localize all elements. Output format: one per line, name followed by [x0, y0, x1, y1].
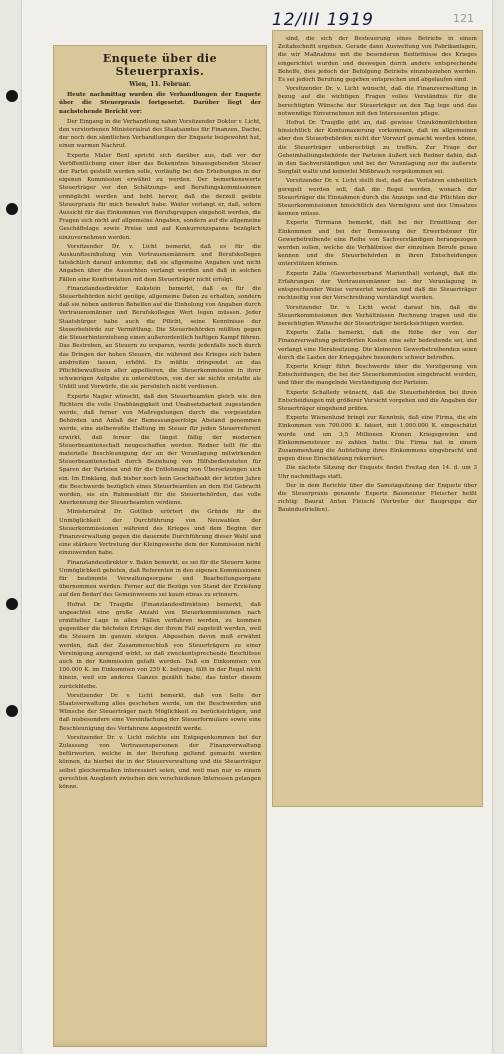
- right-column-body: [278, 35, 477, 515]
- article-title: Enquete über die Steuerpraxis.: [102, 52, 218, 78]
- punch-hole-4: [6, 705, 18, 717]
- article-intro: Heute nachmittag wurden die Verhandlungen der Enquete über die Steuerpraxis fortgesetzt. Darüber liegt der nachstehende Bericht vor:: [59, 92, 261, 115]
- article-paragraph: Hofrat Dr. Traujdle gibt an, daß gewisse Unzukömmlichkeiten hinsichtlich der Kontumazierung vorkommen, daß im allgemeinen aber den Steuerbehörden nicht der Vorwurf gemacht werden könne, die Steuerträger unberechtigt zu treffen. Zur Frage der Geheimhaltungsbehörde der Parteien äußert sich Redner dahin, daß in den Sachverständigen und bei der Veranlagung nur die äußerste Sorgfalt walte und keinerlei Mißbrauch vorgekommen sei.: [278, 120, 477, 176]
- article-paragraph: Vorsitzender Dr. v. Licht stellt fest, daß das Verfahren einheitlich geregelt werden soll, daß die Regel werden, wonach der Steuerträger die Einnahmen durch die Anzeige und die Pflichten der Steuerkommissionen hinsichtlich des Vermögens und des Umsatzes kennen müsse.: [278, 178, 477, 218]
- punch-hole-2: [6, 203, 18, 215]
- article-paragraph: Vorsitzender Dr. v. Licht bemerkt, daß von Seite der Staatsverwaltung alles geschehen werde, um die Beschwerden und Wünsche der Steuerträger nach Möglichkeit zu berücksichtigen, und daß insbesondere eine Vereinfachung der Steuerformulare sowie eine Beschleunigung des Verfahrens angestrebt werde.: [59, 692, 261, 732]
- left-column-body: [59, 118, 261, 791]
- clipping-left-column: [53, 45, 267, 1047]
- article-paragraph: Die nächste Sitzung der Enquete findet Freitag den 14. d. um 3 Uhr nachmittags statt.: [278, 465, 477, 480]
- article-paragraph: Vorsitzender Dr. v. Licht bemerkt, daß es für die Auskunftseinholung von Vertrauensmännern und Berufskollegen tatsächlich darauf ankomme, daß sie allgemeine Angaben und nicht Angaben über die Aussichten verlangt werden und daß in solchen Fällen eine Konfrontation mit dem Steuerträger nicht erfolgt.: [59, 243, 261, 283]
- article-paragraph: Der Eingang in die Verhandlung nahm Vorsitzender Doktor v. Licht, den verstorbenen Ministerialrat des Staatsamtes für Finanzen, Dacho, der noch den sämtlichen Verhandlungen der Enquete beigewohnt hat, einen warmen Nachruf.: [59, 118, 261, 150]
- article-paragraph: Experte Maler Benl spricht sich darüber aus, daß vor der Veröffentlichung einer über das Bekenntnis hinausgehenden Steuer der Partei gestellt werden solle, vorläufig bei den Erhebungen in der eigenen Kommission erwähnt zu werden. Der bemerkenswerte Steuerträger vor den Schätzungs- und Berufungskommissionen ermöglicht werden und hebt hervor, daß die derzeit geübte Steuerpraxis für mich bewahrt habe. Weiter verlangt er, daß, sofern Aussicht für das Einkommen von Berufsgruppen eingeholt werden, die Fragen sich nicht auf allgemeine Angaben, sondern auf die allgemeine Geschäftslage sowie Preise und auf Konkurrenzspanne bezüglich einzuvernehmen werden.: [59, 152, 261, 241]
- article-paragraph: Experte Tirrmann bemerkt, daß bei der Ermittlung der Einkommen und bei der Bemessung der Erwerbsteuer für Gewerbetreibende eine Reihe von Sachverständigen herangezogen werden sollen, welche die Verhältnisse der einzelnen Berufe genau kennen und die Steuerbehörden in ihren Entscheidungen unterstützen können.: [278, 220, 477, 268]
- article-paragraph: Vorsitzender Dr. v. Licht weist darauf hin, daß die Steuerkommissionen den Verhältnissen Rechnung tragen und die berechtigten Wünsche der Steuerträger berücksichtigen werden.: [278, 304, 477, 327]
- article-paragraph: Finanzlandesdirektor Kokstein bemerkt, daß es für die Steuerbehörden nicht genüge, allgemeine Daten zu erhalten, sondern daß sie neben anderen Behelfen auf die Einholung von Angaben durch Vertrauensmänner und Berufskollegen Wert legen müssen. Jeder Staatsbürger habe auch die Pflicht, seine Kenntnisse der Steuerbehörde zur Vermittlung. Die Steuerbehörden müßten gegen die Steuerhinterziehung einen außerordentlich heftigen Kampf führen. Das Bestreben, an Steuern zu ersparen, werde jedenfalls noch durch das Dringen der hohen Steuern, die während des Krieges sich haben ansbreiten lassen, erhöht. Es müßte dringendst an das Pflichtbewußtsein aller appellieren, die Steuerkommission in ihrer schwierigen Aufgabe zu unterstützen, von der sie nichts erstatte als Unbill und Vorwürfe, die sie persönlich nicht verdienen.: [59, 285, 261, 391]
- article-paragraph: Vorsitzender Dr. v. Licht wünscht, daß die Finanzverwaltung in bezug auf die wichtigen Fragen volles Verständnis für die berechtigten Wünsche der Steuerträger an den Tag lege und das notwendige Einvernehmen mit den Interessenten pflege.: [278, 86, 477, 117]
- article-paragraph: Finanzlandesdirektor v. Bakin bemerkt, es sei für die Steuern keine Unmöglichkeit geboten, daß Referenten in den eigenen Kommissionen für bestimmte Verwaltungsorgane und Bearbeitungsorgane übernommen werden. Ferner auf die Bezüge von Stand der Erzielung auf den Bedarf des Gemeinwesens sei kaum etwas zu erinnern.: [59, 559, 261, 599]
- article-paragraph: Ministerialrat Dr. Gottlieb erörtert die Gründe für die Unmöglichkeit der Durchführung von Neuwahlen der Steuerkommissionen während des Krieges und dem Beginn der Finanzverwaltung gegen die dauernde Durchführung dieser Wahl und eine stärkere Vertretung der Kleingewerbe dem der Kommission nicht einzuwenden habe.: [59, 509, 261, 557]
- punch-hole-3: [6, 598, 18, 610]
- pencil-page-number: 121: [453, 12, 474, 25]
- article-paragraph: Experte Schalledy wünscht, daß die Steuerbehörden bei ihren Entscheidungen mit größerer Vorsicht vorgehen und die Angaben der Steuerträger eingehend prüfen.: [278, 389, 477, 412]
- article-paragraph: Experte Zalla bemerkt, daß die Höhe der von der Finanzverwaltung geforderten Kosten eine sehr bedeutende sei, und verlangt eine Herabsetzung. Die kleineren Gewerbetreibenden seien durch die Lasten der Kriegsjahre besonders schwer betroffen.: [278, 330, 477, 361]
- article-paragraph: Experte Zalla (Gewerbeverband Marienthal) verlangt, daß die Erfahrungen der Vertrauensmänner bei der Veranlagung in entsprechender Weise verwertet werden und daß die Steuerträger rechtzeitig von der Vorschreibung verständigt werden.: [278, 270, 477, 302]
- article-paragraph: sind, die sich der Besteuerung eines Betriebs in einem Zeitabschnitt ergeben. Gerade dann Ausweitung von Fabrikanlagen, die wir Maßnahme mit die besonderen Bedürfnisse des Krieges eingerichtet wurden und deswegen durch andere entsprechende Behelfe, dies jedoch der Befolgung Betriebs einzubeziehen werden. Es sei jedoch Berufung gegeben entsprechen und abgelaufen sind.: [278, 36, 477, 84]
- clipping-right-column: [272, 30, 483, 807]
- punch-hole-1: [6, 90, 18, 102]
- torn-edge: [54, 1040, 266, 1046]
- article-paragraph: Hofrat Dr. Traujdle (Finanzlandesdirektion) bemerkt, daß ungeachtet eine große Anzahl von Steuerkommissionen nach ermittelter Lage in allen Fällen verfahren werden, zu kommen gegenüber die höchsten Erträge der ihrem Fall zugeteilt werden, weil die Steuern im ganzen steigen. Abgesehen davon muß erwähnt werden, daß der Zusammenschluß von Steuerträgern zu einer Vereinigung anregend wirkt, so daß zweckentsprechende Beschlüsse auch in der Kommission gefaßt werden. Daß ein Einkommen von 100.000 K. im Einkommen von 250 K. betrage, fällt in der Regel nicht hinein, weil ein anderes Ganzes gezählt habe, das hinter diesem zurückbleibe.: [59, 601, 261, 690]
- article-paragraph: Vorsitzender Dr. v. Licht möchte ein Entgegenkommen bei der Zulassung von Vertrauenspersonen der Finanzverwaltung befürworten, welche in der Berufung geltend gemacht werden können, da hierbei die in der Steuerverwaltung und die Steuerträger selbst gleichermaßen interessiert seien, und weil man nur so einem gerechten Ausgleich zwischen den verschiedenen Interessen gelangen könne.: [59, 734, 261, 791]
- article-paragraph: Der in dem Berichte über die Samstagsitzung der Enquete über die Steuerpraxis genannte Experte Baumeister Fleischer heißt richtig: Baurat Anton Fleischl (Vertreter der Baugruppe der Bauindustriellen).: [278, 482, 477, 514]
- article-paragraph: Experte Nagler wünscht, daß den Steuerbeamten gleich wie den Richtern die volle Unabhängigkeit und Unabsetzbarkeit zugestanden werde, daß ferner von Maßregelungen durch die vorgesetzten Behörden und Anlaß der Bemessungserfolge Abstand genommen werde, eine zielbewußte Haltung im Steuer für jeden Steuerreferent erwirkt, daß ferner die längst fällig der modernen Steuerbeamtenschaft neugeschaffen werden. Redner teilt für die materielle Beschleunigung der an der Veranlagung mitwirkenden Steuerbeamtenschaft durch Beziehung von Hilfsbediensteten für Sparen der Parteien und für die Entlohnung von Übersetzungen sich ein. Im Einklang, daß bisher noch kein Geschäftsakt der letzten Jahre die Beschwerde bezüglich eines Steuerbeamten an dem Eid Gebracht worden, sie ein Ruhmesblatt für die Steuerbehörden, das volle Anerkennung der Steuerbeamten verdiene.: [59, 393, 261, 507]
- article-paragraph: Experte Wienenlund bringt zur Kenntnis, daß eine Firma, die ein Einkommen von 700.000 K. fatiert, mit 1,000.000 K. eingeschätzt wurde und um 3,5 Millionen Kronen Kriegsgewinn und Einkommensteuer zu zahlen hatte. Die Firma hat in einem Zusammenhang die Aufstellung ihres Einkommens eingebracht und gegen diese Einschätzung rekurriert.: [278, 415, 477, 463]
- handwritten-date: 12/III 1919: [271, 10, 374, 30]
- article-paragraph: Experte Kriegr führt Beschwerde über die Verzögerung von Entscheidungen, die bei der Steuerkommission eingebracht wurden, und über die mangelnde Verständigung der Parteien.: [278, 363, 477, 387]
- article-dateline: Wien, 11. Februar.: [129, 81, 191, 88]
